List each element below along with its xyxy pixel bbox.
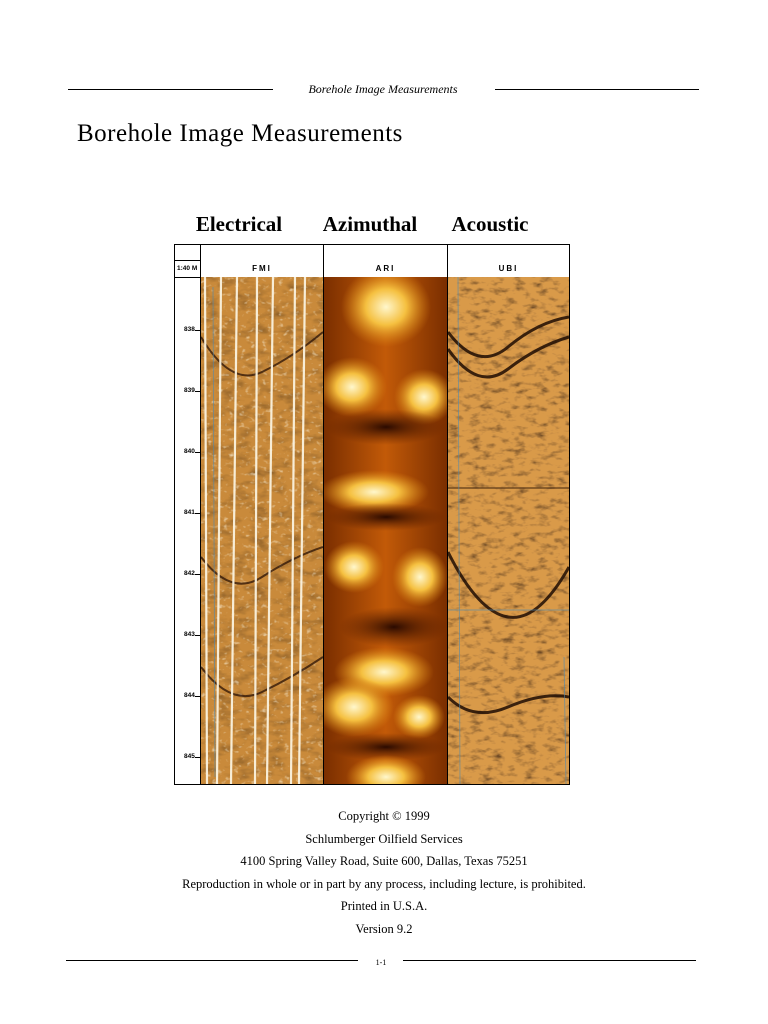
ubi-image <box>448 277 569 784</box>
company-line: Schlumberger Oilfield Services <box>305 831 463 846</box>
version-line: Version 9.2 <box>355 921 413 936</box>
ari-image <box>324 277 447 784</box>
reproduction-notice: Reproduction in whole or in part by any process, including lecture, is prohibited. <box>182 876 586 891</box>
running-head: Borehole Image Measurements <box>308 82 458 96</box>
depth-label: 845 <box>184 753 195 760</box>
depth-label: 838 <box>184 326 195 333</box>
heading-electrical: Electrical <box>195 212 283 236</box>
heading-acoustic: Acoustic <box>451 212 529 236</box>
track-label-ubi: UBI <box>498 264 519 273</box>
fmi-image-track <box>201 277 323 784</box>
address-line: 4100 Spring Valley Road, Suite 600, Dallas, Texas 75251 <box>240 854 528 869</box>
scale-label: 1:40 M <box>177 265 198 272</box>
borehole-image-log <box>174 244 570 785</box>
copyright-block <box>0 805 768 941</box>
footer-rule-left <box>66 960 358 961</box>
track-label-ari: ARI <box>375 264 396 273</box>
ubi-image-track <box>448 277 569 784</box>
depth-label: 840 <box>184 448 195 455</box>
track-label-fmi: FMI <box>252 264 272 273</box>
fmi-image <box>201 277 323 784</box>
depth-label: 844 <box>184 692 195 699</box>
page-number: 1-1 <box>375 958 387 967</box>
ari-image-track <box>324 277 447 784</box>
footer-rule-right <box>403 960 696 961</box>
depth-label: 839 <box>184 387 195 394</box>
depth-label: 841 <box>184 509 195 516</box>
printed-line: Printed in U.S.A. <box>340 899 428 914</box>
copyright-line: Copyright © 1999 <box>338 809 430 823</box>
depth-label: 843 <box>184 631 195 638</box>
header-rule-right <box>495 89 699 90</box>
page-title: Borehole Image Measurements <box>77 120 403 147</box>
depth-label: 842 <box>184 570 195 577</box>
heading-azimuthal: Azimuthal <box>322 212 418 236</box>
header-rule-left <box>68 89 273 90</box>
